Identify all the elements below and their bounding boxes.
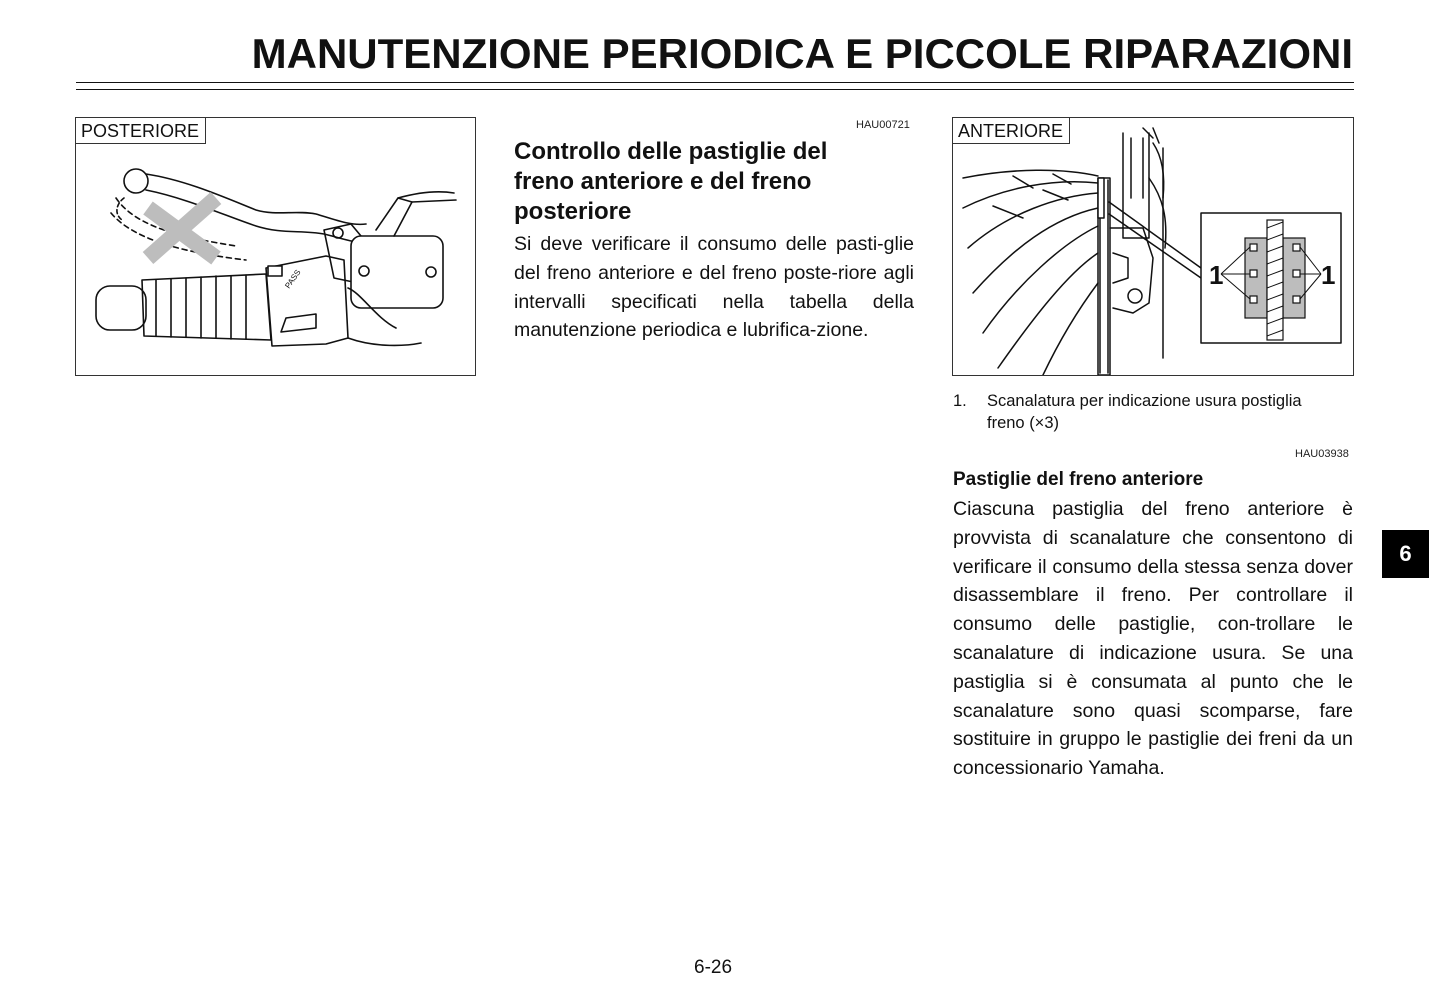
section1-heading <box>514 137 914 227</box>
page-title: MANUTENZIONE PERIODICA E PICCOLE RIPARAZIONI <box>251 30 1353 77</box>
brake-lever-illustration <box>76 118 475 375</box>
page-number: 6-26 <box>694 957 733 978</box>
heading-line: freno anteriore e del freno <box>514 168 812 195</box>
lever-tip <box>124 169 148 193</box>
caption-number: 1. <box>953 392 967 410</box>
section1-body: Si deve verificare il consumo delle pasti-glie del freno anteriore e del freno poste-riore agli intervalli specificati nella tabella della manutenzione periodica e lubrifica-zione. <box>514 233 914 342</box>
front-figure-label: ANTERIORE <box>953 118 1070 144</box>
heading-line: Controllo delle pastiglie del <box>514 138 828 165</box>
callout-number-left: 1 <box>1209 260 1224 290</box>
chapter-tab: 6 <box>1382 530 1429 578</box>
pass-switch-text: PASS <box>283 267 303 291</box>
caption-text: Scanalatura per indicazione usura postiglia freno (×3) <box>987 392 1302 432</box>
front-brake-figure <box>952 117 1354 376</box>
figure-caption <box>953 390 1353 436</box>
section1-code: HAU00721 <box>856 119 910 131</box>
section2-code: HAU03938 <box>1295 448 1349 460</box>
brake-pad-illustration <box>953 118 1353 375</box>
header-rule-top <box>76 82 1354 83</box>
rear-figure-label: POSTERIORE <box>76 118 206 144</box>
header-rule-bottom <box>76 89 1354 90</box>
heading-line: posteriore <box>514 198 632 225</box>
callout-number-right: 1 <box>1321 260 1336 290</box>
section2-body: Ciascuna pastiglia del freno anteriore è provvista di scanalature che consentono di verificare il consumo della stessa senza dover disassemblare il freno. Per controllare il consumo delle pastiglie, con-trollare le scanalature di indicazione usura. Se una pastiglia si è consumata al punto che le scanalature sono quasi scomparse, fare sostituire in gruppo le pastiglie dei freni da un concessionario Yamaha. <box>953 498 1353 780</box>
section2-heading: Pastiglie del freno anteriore <box>953 469 1204 490</box>
rear-brake-figure <box>75 117 476 376</box>
